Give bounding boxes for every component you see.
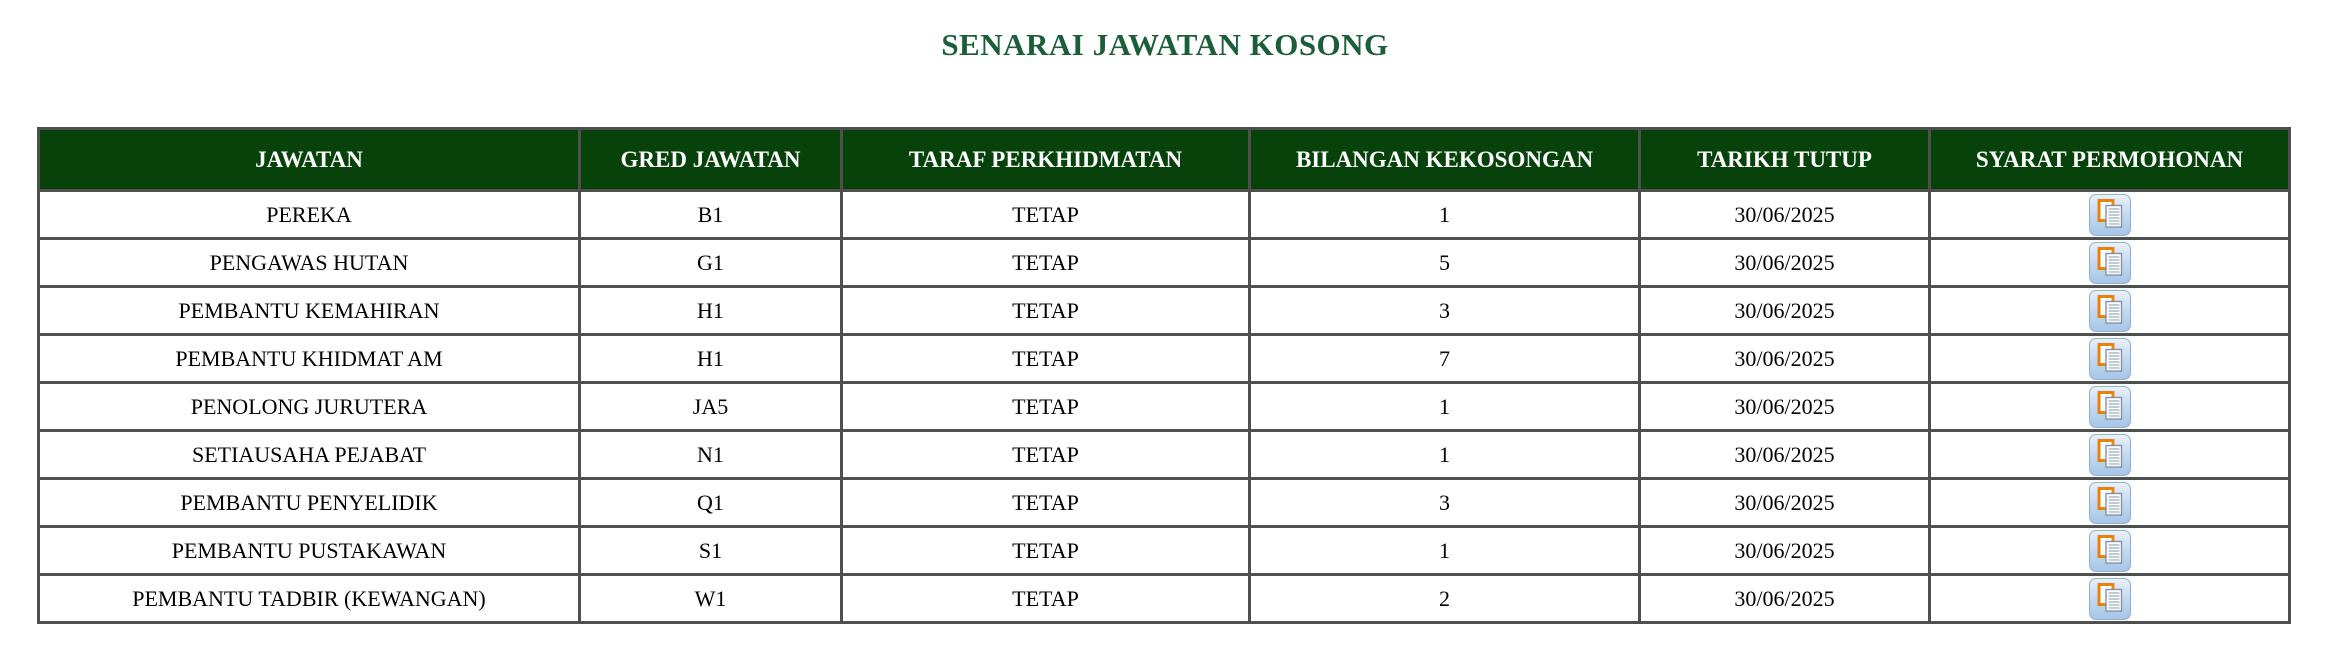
column-header-taraf: TARAF PERKHIDMATAN (842, 129, 1250, 191)
cell-taraf: TETAP (842, 527, 1250, 575)
cell-bilangan: 1 (1250, 383, 1640, 431)
table-header-row (39, 129, 2290, 191)
table-row (39, 527, 2290, 575)
cell-syarat (1930, 383, 2290, 431)
cell-bilangan: 3 (1250, 479, 1640, 527)
table-header (39, 129, 2290, 191)
cell-syarat (1930, 335, 2290, 383)
page-title: SENARAI JAWATAN KOSONG (941, 27, 1389, 62)
cell-tarikh: 30/06/2025 (1640, 239, 1930, 287)
cell-bilangan: 3 (1250, 287, 1640, 335)
cell-gred: H1 (580, 335, 842, 383)
cell-syarat (1930, 431, 2290, 479)
syarat-permohonan-button[interactable] (2089, 290, 2131, 332)
cell-syarat (1930, 191, 2290, 239)
copy-documents-icon (2090, 531, 2130, 571)
copy-documents-icon (2090, 435, 2130, 475)
syarat-permohonan-button[interactable] (2089, 194, 2131, 236)
table-row (39, 191, 2290, 239)
cell-jawatan: PENGAWAS HUTAN (39, 239, 580, 287)
table-body (39, 191, 2290, 623)
table-row (39, 335, 2290, 383)
cell-gred: W1 (580, 575, 842, 623)
cell-syarat (1930, 239, 2290, 287)
cell-taraf: TETAP (842, 431, 1250, 479)
column-header-syarat: SYARAT PERMOHONAN (1930, 129, 2290, 191)
cell-tarikh: 30/06/2025 (1640, 335, 1930, 383)
table-row (39, 239, 2290, 287)
syarat-permohonan-button[interactable] (2089, 338, 2131, 380)
cell-taraf: TETAP (842, 287, 1250, 335)
cell-tarikh: 30/06/2025 (1640, 383, 1930, 431)
copy-documents-icon (2090, 243, 2130, 283)
column-header-gred: GRED JAWATAN (580, 129, 842, 191)
cell-bilangan: 2 (1250, 575, 1640, 623)
copy-documents-icon (2090, 579, 2130, 619)
table-row (39, 575, 2290, 623)
table-row (39, 479, 2290, 527)
cell-gred: Q1 (580, 479, 842, 527)
cell-taraf: TETAP (842, 383, 1250, 431)
vacancy-table (37, 127, 2291, 624)
syarat-permohonan-button[interactable] (2089, 530, 2131, 572)
cell-gred: S1 (580, 527, 842, 575)
table-row (39, 431, 2290, 479)
cell-jawatan: PEMBANTU PENYELIDIK (39, 479, 580, 527)
copy-documents-icon (2090, 483, 2130, 523)
cell-tarikh: 30/06/2025 (1640, 575, 1930, 623)
cell-syarat (1930, 575, 2290, 623)
cell-jawatan: PEREKA (39, 191, 580, 239)
cell-syarat (1930, 527, 2290, 575)
column-header-tarikh: TARIKH TUTUP (1640, 129, 1930, 191)
cell-taraf: TETAP (842, 239, 1250, 287)
table-row (39, 287, 2290, 335)
table-row (39, 383, 2290, 431)
column-header-bilangan: BILANGAN KEKOSONGAN (1250, 129, 1640, 191)
cell-tarikh: 30/06/2025 (1640, 479, 1930, 527)
copy-documents-icon (2090, 387, 2130, 427)
cell-jawatan: PENOLONG JURUTERA (39, 383, 580, 431)
cell-tarikh: 30/06/2025 (1640, 527, 1930, 575)
syarat-permohonan-button[interactable] (2089, 482, 2131, 524)
cell-bilangan: 1 (1250, 191, 1640, 239)
cell-bilangan: 1 (1250, 527, 1640, 575)
cell-taraf: TETAP (842, 575, 1250, 623)
cell-taraf: TETAP (842, 335, 1250, 383)
syarat-permohonan-button[interactable] (2089, 434, 2131, 476)
cell-jawatan: SETIAUSAHA PEJABAT (39, 431, 580, 479)
cell-bilangan: 7 (1250, 335, 1640, 383)
cell-tarikh: 30/06/2025 (1640, 287, 1930, 335)
cell-syarat (1930, 479, 2290, 527)
syarat-permohonan-button[interactable] (2089, 578, 2131, 620)
cell-bilangan: 5 (1250, 239, 1640, 287)
cell-bilangan: 1 (1250, 431, 1640, 479)
syarat-permohonan-button[interactable] (2089, 242, 2131, 284)
cell-tarikh: 30/06/2025 (1640, 191, 1930, 239)
copy-documents-icon (2090, 195, 2130, 235)
cell-gred: G1 (580, 239, 842, 287)
cell-jawatan: PEMBANTU TADBIR (KEWANGAN) (39, 575, 580, 623)
cell-jawatan: PEMBANTU KHIDMAT AM (39, 335, 580, 383)
column-header-jawatan: JAWATAN (39, 129, 580, 191)
cell-taraf: TETAP (842, 191, 1250, 239)
cell-taraf: TETAP (842, 479, 1250, 527)
cell-gred: B1 (580, 191, 842, 239)
cell-syarat (1930, 287, 2290, 335)
cell-jawatan: PEMBANTU PUSTAKAWAN (39, 527, 580, 575)
syarat-permohonan-button[interactable] (2089, 386, 2131, 428)
cell-gred: JA5 (580, 383, 842, 431)
copy-documents-icon (2090, 339, 2130, 379)
cell-tarikh: 30/06/2025 (1640, 431, 1930, 479)
copy-documents-icon (2090, 291, 2130, 331)
cell-jawatan: PEMBANTU KEMAHIRAN (39, 287, 580, 335)
cell-gred: N1 (580, 431, 842, 479)
cell-gred: H1 (580, 287, 842, 335)
